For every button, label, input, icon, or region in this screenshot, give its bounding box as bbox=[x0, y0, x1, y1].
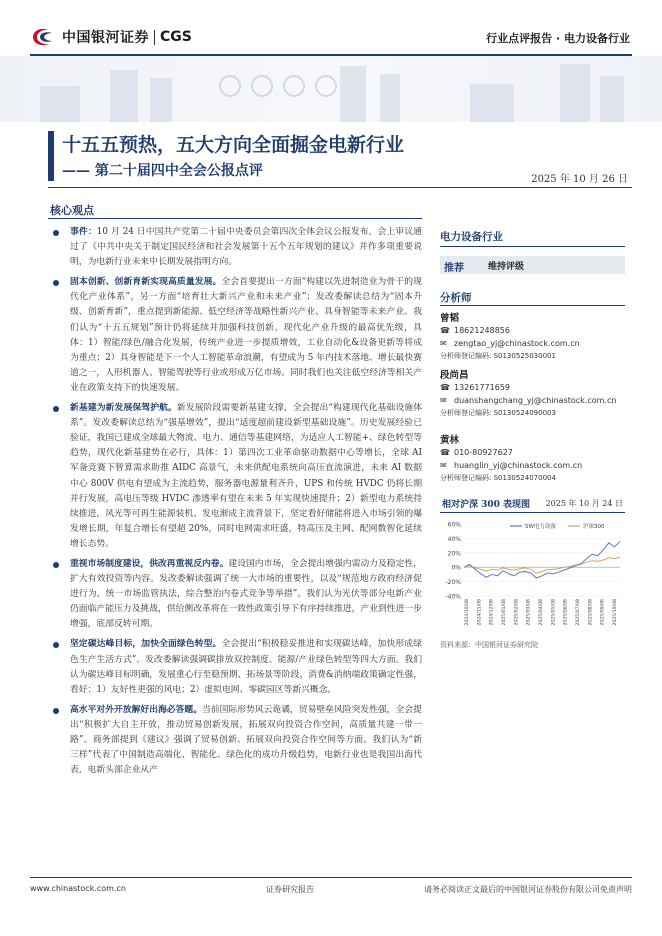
bullet-dot-icon bbox=[53, 280, 59, 286]
analyst-card bbox=[440, 310, 625, 363]
chart-x-tick-label: 2025/01/08 bbox=[502, 599, 507, 626]
phone-number: 18621248856 bbox=[454, 326, 510, 335]
rating-label: 推荐 bbox=[444, 263, 464, 274]
footer-center: 证券研究报告 bbox=[266, 885, 314, 894]
bullet-infrastructure bbox=[48, 401, 422, 552]
report-date: 2025 年 10 月 26 日 bbox=[531, 174, 628, 185]
footer-url[interactable]: www.chinastock.com.cn bbox=[30, 884, 126, 893]
analyst-email bbox=[440, 394, 625, 407]
bullet-lead: 重视市场制度建设，供改再重视反内卷。 bbox=[70, 558, 229, 569]
logo-divider bbox=[154, 30, 155, 45]
bullet-lead: 坚定碳达峰目标，加快全面绿色转型。 bbox=[70, 639, 222, 650]
chart-y-tick-label: -40% bbox=[445, 593, 461, 601]
bullet-innovation bbox=[48, 275, 422, 396]
analyst-cert: 分析师登记编码: S0130524090003 bbox=[440, 409, 556, 417]
bullet-overseas bbox=[48, 703, 422, 778]
chart-y-tick-label: 0% bbox=[451, 564, 461, 572]
footer-disclaimer: 请务必阅读正文最后的中国银河证券股份有限公司免责声明 bbox=[424, 885, 632, 894]
bullet-lead: 固本创新、创新育新实现高质量发展。 bbox=[70, 277, 222, 288]
bullet-text: 10 月 24 日中国共产党第二十届中央委员会第四次全体会议公报发布，会上审议通过了《中共中央关于制定国民经济和社会发展第十五个五年规划的建议》并作多项重要说明，为电新行业未来中长期发展指明方向。 bbox=[70, 227, 422, 268]
logo-cn: 中国银河证券 bbox=[62, 30, 149, 46]
core-views-divider bbox=[48, 218, 422, 219]
rating-value: 维持评级 bbox=[488, 262, 525, 272]
core-views-heading: 核心观点 bbox=[50, 204, 94, 217]
chart-x-tick-label: 2025/10/08 bbox=[613, 599, 618, 626]
chart-y-tick-label: 20% bbox=[447, 550, 461, 558]
chart-x-tick-label: 2025/07/08 bbox=[576, 599, 581, 626]
footer-divider bbox=[30, 877, 632, 878]
chart-x-tick-label: 2024/10/08 bbox=[465, 599, 470, 626]
chart-source: 资料来源：中国银河证券研究院 bbox=[440, 641, 538, 649]
chart-x-tick-label: 2025/08/08 bbox=[588, 599, 594, 626]
analyst-name: 黄林 bbox=[440, 435, 460, 446]
chart-x-tick-label: 2025/02/08 bbox=[514, 599, 520, 626]
analyst-card bbox=[440, 432, 625, 485]
title-divider bbox=[48, 187, 632, 188]
bullet-carbon bbox=[48, 637, 422, 697]
bullet-event bbox=[48, 225, 422, 270]
bullet-text: 全会首要提出一方面“构建以先进制造业为骨干的现代化产业体系”，另一方面“培育壮大新兴产业和未来产业”；发改委解读总结为“固本升级、创新育新”，重点提到新能源、低空经济等战略性新兴产业、具身智能等未来产业。我们认为“十五五规划”预计仍将延续并加强科技创新、现代化产业升级的最高优先级，具体：1）智能/绿色/融合化发展，传统产业进一步提质增效，工业自动化&设备更新等将成为重点；2）具身智能是下一个人工智能革命浪潮，有望成为 5 年内技术落地、增长最快赛道之一，人形机器人、智能驾驶等行业或形成万亿市场。同时我们也关注低空经济等相关产业在政策支持下的快速发展。 bbox=[70, 277, 422, 393]
chart-x-tick-label: 2025/04/08 bbox=[539, 599, 544, 626]
phone-icon: ☎ bbox=[440, 383, 450, 392]
industry-label: 电力设备行业 bbox=[440, 231, 503, 243]
report-subtitle: —— 第二十届四中全会公报点评 bbox=[62, 163, 263, 179]
analyst-cert: 分析师登记编码: S0130524070004 bbox=[440, 474, 556, 482]
chart-series-line bbox=[464, 557, 620, 573]
core-views-list bbox=[48, 225, 422, 778]
analyst-name: 段尚昌 bbox=[440, 370, 469, 381]
analyst-phone bbox=[440, 446, 625, 459]
chart-y-tick-label: 60% bbox=[447, 521, 461, 529]
chart-x-tick-label: 2025/09/08 bbox=[600, 599, 606, 626]
chart-x-tick-label: 2025/03/08 bbox=[526, 599, 532, 626]
chart-x-tick-label: 2024/12/08 bbox=[489, 599, 495, 626]
phone-icon: ☎ bbox=[440, 326, 450, 335]
chart-divider bbox=[440, 512, 625, 513]
rating-row bbox=[440, 256, 625, 274]
chart-x-tick-label: 2024/11/08 bbox=[477, 599, 483, 626]
chart-header bbox=[440, 497, 625, 511]
bullet-lead: 高水平对外开放解好出海必答题。 bbox=[70, 704, 202, 715]
analyst-email bbox=[440, 459, 625, 472]
analyst-name: 曾韬 bbox=[440, 313, 460, 324]
report-title: 十五五预热，五大方向全面掘金电新行业 bbox=[62, 134, 405, 156]
bullet-dot-icon bbox=[53, 230, 59, 236]
bullet-text: 全会提出“积极稳妥推进和实现碳达峰，加快形成绿色生产生活方式”。发改委解读强调碳排放双控制度、能源/产业绿色转型等四大方面。我们认为碳达峰目标明确，发展重心行至稳预期、拓场景等阶段，消费&消纳端政策确定性强，看好：1）友好性更强的风电；2）虚拟电网、零碳园区等新兴概念。 bbox=[70, 639, 422, 695]
analyst-phone bbox=[440, 381, 625, 394]
analyst-heading: 分析师 bbox=[440, 292, 472, 304]
performance-chart bbox=[440, 516, 625, 634]
chart-y-tick-label: 40% bbox=[447, 535, 461, 543]
email-address[interactable]: zengtao_yj@chinastock.com.cn bbox=[454, 339, 580, 348]
bullet-dot-icon bbox=[53, 562, 59, 568]
phone-icon: ☎ bbox=[440, 448, 450, 457]
bullet-text: 当前国际形势风云诡谲，贸易壁垒风险突发性强，全会提出“积极扩大自主开放，推动贸易创新发展，拓展双向投资合作空间，高质量共建一带一路”。商务部提到《建议》强调了贸易创新、拓展双向投资合作空间等方面。我们认为“新三样”代表了中国制造高端化、智能化、绿色化的成功升级趋势，电新行业也是我国出海代表，电新头部企业从产 bbox=[70, 704, 422, 776]
bullet-lead: 新基建为新发展保驾护航。 bbox=[70, 403, 177, 414]
cgs-logo-icon bbox=[30, 26, 56, 48]
bullet-dot-icon bbox=[53, 406, 59, 412]
phone-number: 010-80927627 bbox=[454, 448, 513, 457]
analyst-cert: 分析师登记编码: S0130525030001 bbox=[440, 352, 556, 360]
chart-svg bbox=[440, 516, 625, 634]
analyst-email bbox=[440, 337, 625, 350]
bullet-lead: 事件： bbox=[70, 227, 97, 237]
industry-divider bbox=[440, 246, 625, 247]
bullet-text: 新发展阶段需要新基建支撑，全会提出“构建现代化基础设施体系”。发改委解读总结为“强基增效”，提出“适度超前建设新型基础设施”。历史发展经验已验证，我国已建成全球最大物流、电力、通信等基建网络，为适应人工智能+、绿色转型等趋势，现代化新基建势在必行，具体：1）第四次工业革命驱动数据中心等增长，全球 AI 军备竞赛下智算需求助推 AIDC 高景气，未来供配电系统向高压直流演进，未来 AI 数据中心 800V 供电有望成为主流趋势，服务器电源量利齐升，UPS 和传统 HVDC 仍将长期并行发展，高电压等级 HVDC 渗透率有望在未来 5 年实现快速提升；2）新型电力系统持续推进，风光等可再生能源装机、发电渐成主流背景下，坚定看好储能将进入市场引领的爆发增长期，年复合增长有望超 20%，同时电网需求旺盛，特高压及主网、配网数智化延续增长态势。 bbox=[70, 403, 422, 549]
banner-image bbox=[0, 56, 662, 122]
chart-title: 相对沪深 300 表现图 bbox=[442, 500, 531, 510]
analyst-phone bbox=[440, 324, 625, 337]
chart-x-tick-label: 2025/06/08 bbox=[563, 599, 569, 626]
chart-date: 2025 年 10 月 24 日 bbox=[545, 499, 623, 508]
email-address[interactable]: duanshangchang_yj@chinastock.com.cn bbox=[454, 396, 617, 405]
analyst-card bbox=[440, 367, 625, 420]
bullet-text: 建设国内市场，全会提出增强内需动力及稳定性，扩大有效投资等内容。发改委解读强调了统一大市场的重要性，以及“规范地方政府经济促进行为，统一市场监管执法，综合整治内卷式竞争等举措”。我们认为光伏等部分电新产业仍面临产能压力及挑战，供给侧改革将在一致性政策引导下有序持续推进，产业到性进一步增强，底部反转可期。 bbox=[70, 558, 422, 630]
email-icon: ✉ bbox=[440, 461, 447, 470]
phone-number: 13261771659 bbox=[454, 383, 510, 392]
chart-x-tick-label: 2025/05/08 bbox=[551, 599, 557, 626]
bullet-dot-icon bbox=[53, 642, 59, 648]
analyst-divider bbox=[440, 305, 625, 306]
title-accent-bar bbox=[48, 131, 54, 181]
email-icon: ✉ bbox=[440, 396, 447, 405]
chart-y-tick-label: -20% bbox=[445, 579, 461, 587]
bullet-dot-icon bbox=[53, 708, 59, 714]
bullet-market bbox=[48, 557, 422, 632]
report-type: 行业点评报告 · 电力设备行业 bbox=[486, 32, 630, 45]
header-logo bbox=[30, 25, 192, 49]
chart-series-line bbox=[464, 541, 620, 578]
chart-legend-label: SW电力设备 bbox=[525, 524, 556, 530]
email-icon: ✉ bbox=[440, 339, 447, 348]
email-address[interactable]: huanglin_yj@chinastock.com.cn bbox=[454, 461, 583, 470]
logo-en: CGS bbox=[160, 29, 192, 45]
chart-legend-label: 沪深300 bbox=[583, 524, 605, 530]
